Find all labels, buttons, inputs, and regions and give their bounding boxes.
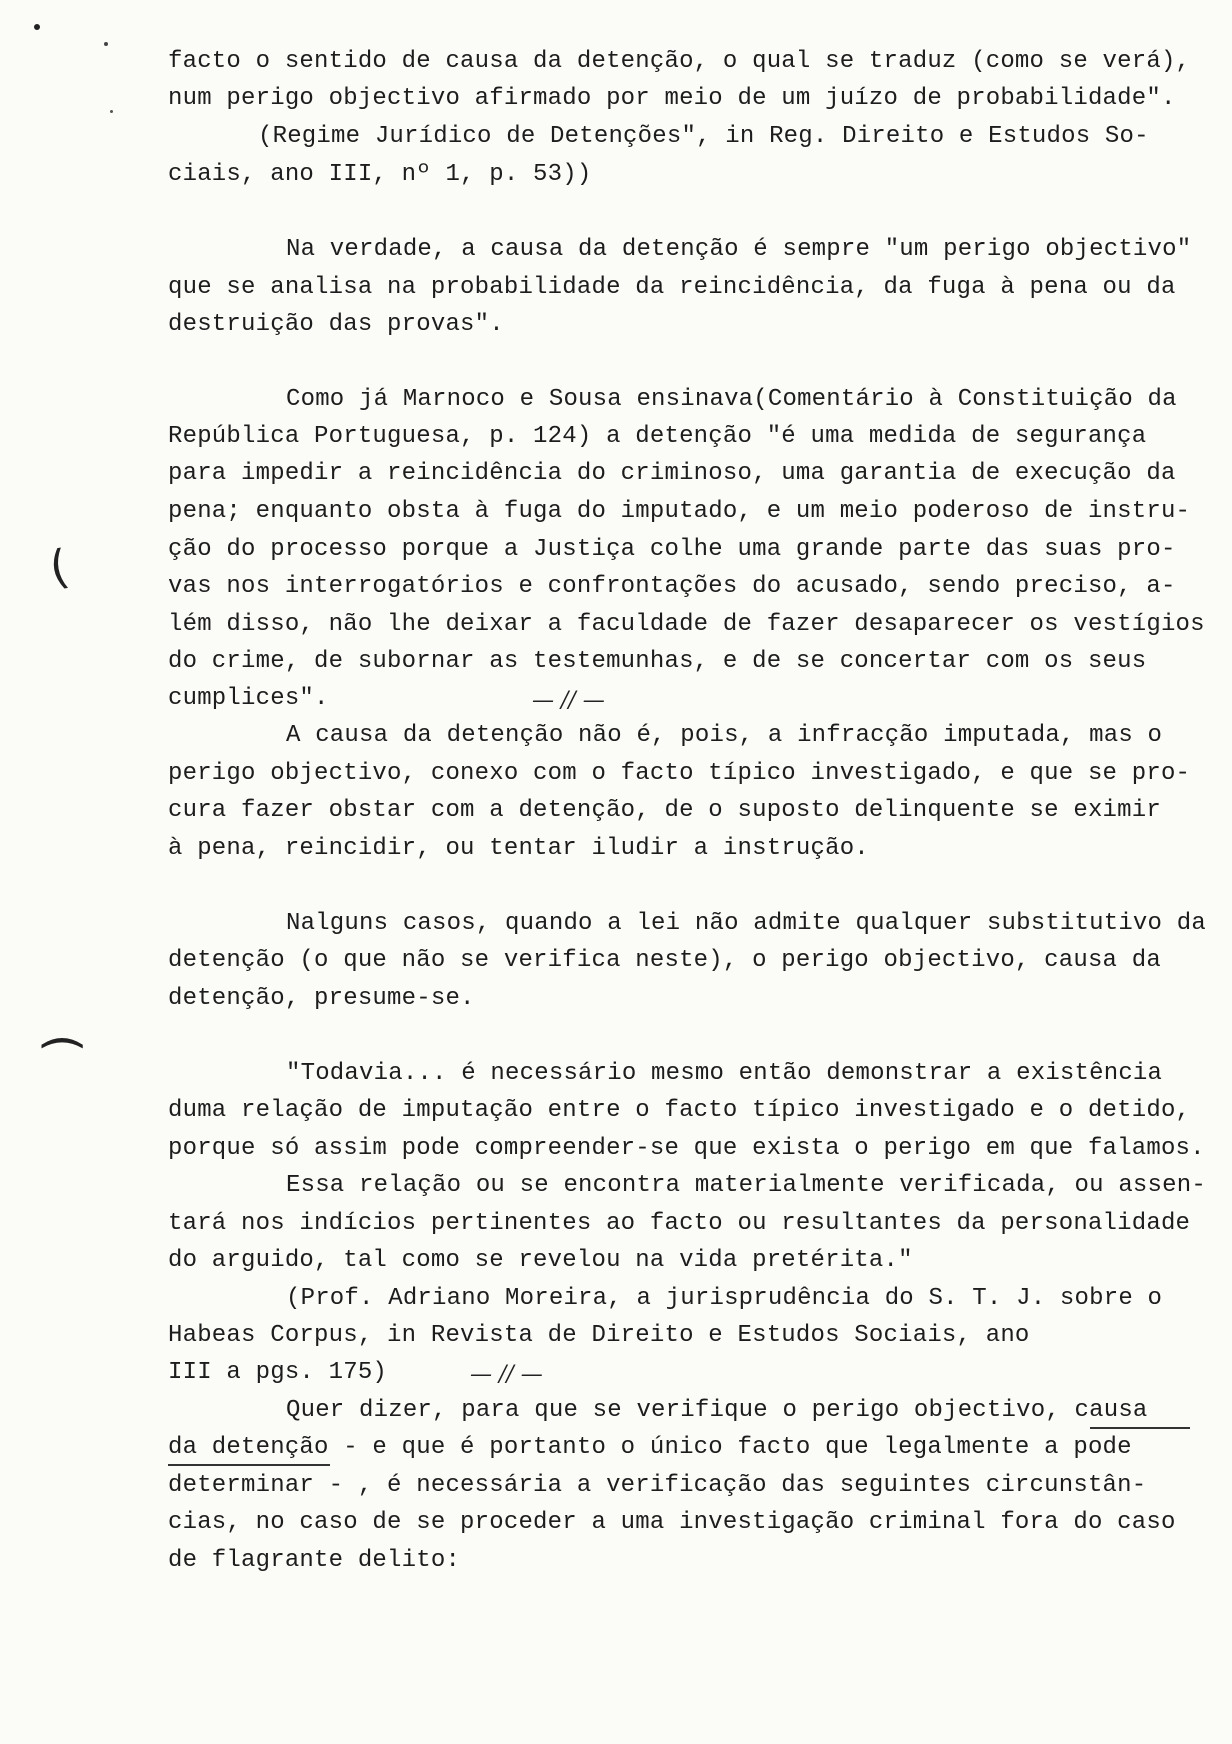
text-line: detenção (o que não se verifica neste), o perigo objectivo, causa da <box>168 947 1161 974</box>
text-line: determinar - , é necessária a verificação das seguintes circunstân- <box>168 1472 1147 1499</box>
handwritten-separator: — // — <box>470 1362 543 1387</box>
quote-line: tará nos indícios pertinentes ao facto ou resultantes da personalidade <box>168 1210 1191 1237</box>
underline-mark <box>1090 1427 1190 1429</box>
margin-mark: ( <box>45 538 73 596</box>
scan-dot <box>104 42 108 46</box>
text-line: Nalguns casos, quando a lei não admite qualquer substitutivo da <box>286 910 1206 937</box>
underline-mark <box>168 1464 330 1466</box>
text-line: de flagrante delito: <box>168 1547 461 1574</box>
scan-dot <box>34 24 40 30</box>
handwritten-separator: — // — <box>532 688 605 713</box>
text-line: que se analisa na probabilidade da reincidência, da fuga à pena ou da <box>168 274 1176 301</box>
text-line: cura fazer obstar com a detenção, de o suposto delinquente se eximir <box>168 797 1161 824</box>
quote-line: duma relação de imputação entre o facto típico investigado e o detido, <box>168 1097 1191 1124</box>
quote-line: do arguido, tal como se revelou na vida pretérita." <box>168 1247 913 1274</box>
text-line: ção do processo porque a Justiça colhe uma grande parte das suas pro- <box>168 536 1176 563</box>
citation-line: III a pgs. 175) <box>168 1359 388 1386</box>
text-line: destruição das provas". <box>168 311 504 338</box>
text-line: do crime, de subornar as testemunhas, e de se concertar com os seus <box>168 648 1147 675</box>
citation-line: (Regime Jurídico de Detenções", in Reg. Direito e Estudos So- <box>258 123 1149 150</box>
quote-line: porque só assim pode compreender-se que exista o perigo em que falamos. <box>168 1135 1205 1162</box>
quote-line: "Todavia... é necessário mesmo então demonstrar a existência <box>286 1060 1163 1087</box>
text-line: num perigo objectivo afirmado por meio de um juízo de probabilidade". <box>168 85 1176 112</box>
citation-line: (Prof. Adriano Moreira, a jurisprudência do S. T. J. sobre o <box>286 1285 1163 1312</box>
text-line: detenção, presume-se. <box>168 985 475 1012</box>
text-line: República Portuguesa, p. 124) a detenção "é uma medida de segurança <box>168 423 1147 450</box>
citation-line: Habeas Corpus, in Revista de Direito e Estudos Sociais, ano <box>168 1322 1030 1349</box>
text-line: à pena, reincidir, ou tentar iludir a instrução. <box>168 835 869 862</box>
scan-dot <box>110 110 113 113</box>
text-line: vas nos interrogatórios e confrontações do acusado, sendo preciso, a- <box>168 573 1176 600</box>
text-line: cias, no caso de se proceder a uma investigação criminal fora do caso <box>168 1509 1176 1536</box>
text-line: A causa da detenção não é, pois, a infracção imputada, mas o <box>286 722 1163 749</box>
text-line: perigo objectivo, conexo com o facto típico investigado, e que se pro- <box>168 760 1191 787</box>
citation-line: ciais, ano III, nº 1, p. 53)) <box>168 161 592 188</box>
text-line: para impedir a reincidência do criminoso, uma garantia de execução da <box>168 460 1176 487</box>
text-line: da detenção - e que é portanto o único facto que legalmente a pode <box>168 1434 1132 1461</box>
quote-line: Essa relação ou se encontra materialmente verificada, ou assen- <box>286 1172 1206 1199</box>
text-line: pena; enquanto obsta à fuga do imputado, e um meio poderoso de instru- <box>168 498 1191 525</box>
text-line: facto o sentido de causa da detenção, o qual se traduz (como se verá), <box>168 48 1191 75</box>
margin-mark: ) <box>33 1034 88 1052</box>
text-line: Quer dizer, para que se verifique o perigo objectivo, causa <box>286 1397 1148 1424</box>
text-line: Como já Marnoco e Sousa ensinava(Comentário à Constituição da <box>286 386 1177 413</box>
text-line: lém disso, não lhe deixar a faculdade de fazer desaparecer os vestígios <box>168 611 1205 638</box>
text-line: Na verdade, a causa da detenção é sempre "um perigo objectivo" <box>286 236 1192 263</box>
text-line: cumplices". <box>168 685 329 712</box>
